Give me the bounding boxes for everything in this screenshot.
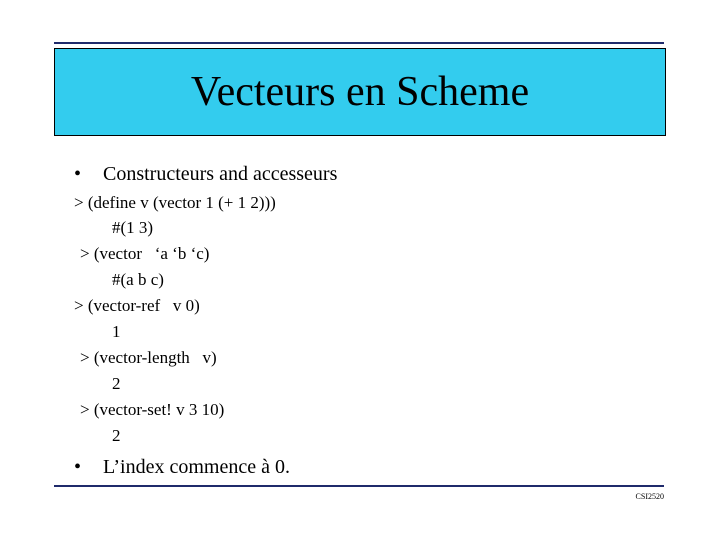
- code-line: 2: [112, 374, 121, 393]
- code-line: > (define v (vector 1 (+ 1 2))): [74, 193, 276, 212]
- code-line: #(a b c): [112, 270, 164, 289]
- code-line: 2: [112, 426, 121, 445]
- slide-title: Vecteurs en Scheme: [190, 69, 530, 115]
- bullet-text: L’index commence à 0.: [103, 456, 290, 478]
- code-line: > (vector ‘a ‘b ‘c): [80, 244, 210, 263]
- code-line: 1: [112, 322, 121, 341]
- top-divider: [54, 42, 664, 44]
- bottom-divider: [54, 485, 664, 487]
- code-line: > (vector-length v): [80, 348, 217, 367]
- code-line: > (vector-ref v 0): [74, 296, 200, 315]
- bullet-dot-icon: •: [74, 163, 82, 185]
- code-line: #(1 3): [112, 218, 154, 237]
- code-line: > (vector-set! v 3 10): [80, 400, 225, 419]
- bullet-dot-icon: •: [74, 456, 82, 478]
- title-box: [54, 48, 666, 136]
- footer-course-code: CSI2520: [635, 492, 664, 501]
- bullet-text: Constructeurs and accesseurs: [103, 163, 338, 185]
